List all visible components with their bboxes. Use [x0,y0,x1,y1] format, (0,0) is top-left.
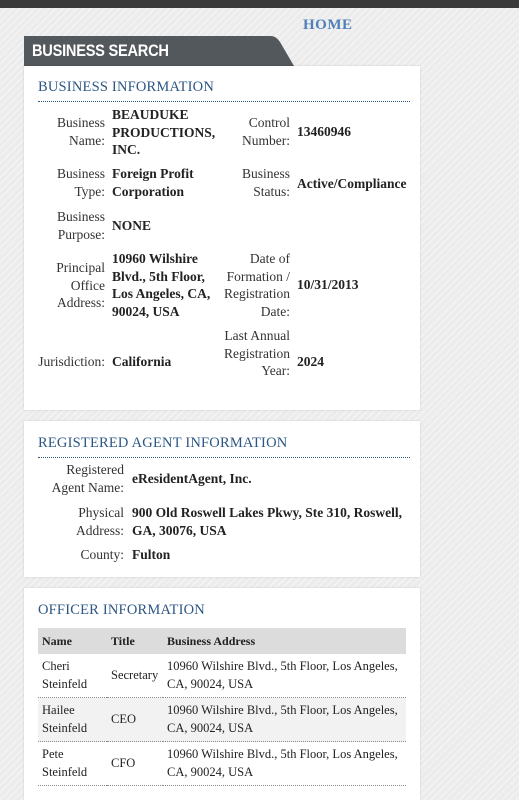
annual-registration-value: 2024 [297,354,324,369]
officer-info-title: OFFICER INFORMATION [38,602,205,618]
top-bar [0,0,519,8]
officer-name: Hailee Steinfeld [38,698,107,742]
table-row [38,698,406,742]
business-name-value: BEAUDUKE PRODUCTIONS, INC. [112,107,216,157]
page-title-tab [24,36,294,66]
agent-address-value: 900 Old Roswell Lakes Pkwy, Ste 310, Roswell, GA, 30076, USA [132,505,403,538]
page-title: BUSINESS SEARCH [32,41,169,60]
registered-agent-panel [24,421,420,577]
agent-address-label: Physical Address: [76,505,124,538]
officer-name: Pete Steinfeld [38,742,107,786]
officer-title: Secretary [107,654,163,698]
business-info-title: BUSINESS INFORMATION [38,79,215,95]
agent-county-label: County: [80,547,124,562]
officer-info-panel [24,588,420,800]
table-row [38,742,406,786]
business-name-label: Business Name: [56,115,105,148]
registered-agent-title: REGISTERED AGENT INFORMATION [38,435,288,451]
agent-name-value: eResidentAgent, Inc. [132,471,252,486]
column-header-name: Name [38,628,107,654]
table-header-row [38,628,406,654]
agent-county-value: Fulton [132,547,171,562]
principal-office-label: Principal Office Address: [56,260,105,310]
principal-office-value: 10960 Wilshire Blvd., 5th Floor, Los Angeles, CA, 90024, USA [112,251,211,319]
officers-table [38,628,406,786]
business-purpose-value: NONE [112,218,152,233]
column-header-title: Title [107,628,163,654]
agent-name-label: Registered Agent Name: [51,462,124,495]
officer-name: Cheri Steinfeld [38,654,107,698]
control-number-value: 13460946 [297,124,351,139]
officer-address: 10960 Wilshire Blvd., 5th Floor, Los Angeles, CA, 90024, USA [163,654,406,698]
officer-address: 10960 Wilshire Blvd., 5th Floor, Los Angeles, CA, 90024, USA [163,742,406,786]
control-number-label: Control Number: [242,115,290,148]
section-divider [38,457,410,458]
officer-address: 10960 Wilshire Blvd., 5th Floor, Los Angeles, CA, 90024, USA [163,698,406,742]
column-header-address: Business Address [163,628,406,654]
jurisdiction-label: Jurisdiction: [38,354,105,369]
business-info-panel [24,66,420,410]
officer-title: CFO [107,742,163,786]
jurisdiction-value: California [112,354,172,369]
section-divider [38,101,410,102]
business-status-value: Active/Compliance [297,176,407,191]
formation-date-label: Date of Formation / Registration Date: [224,251,290,319]
annual-registration-label: Last Annual Registration Year: [224,328,290,378]
officer-title: CEO [107,698,163,742]
formation-date-value: 10/31/2013 [297,277,359,292]
business-type-value: Foreign Profit Corporation [112,166,194,199]
business-type-label: Business Type: [56,166,105,199]
table-row [38,654,406,698]
home-link[interactable]: HOME [303,17,353,33]
business-status-label: Business Status: [241,166,290,199]
business-purpose-label: Business Purpose: [56,209,105,242]
